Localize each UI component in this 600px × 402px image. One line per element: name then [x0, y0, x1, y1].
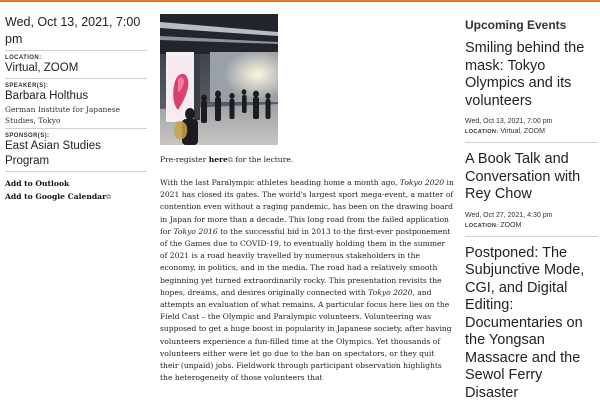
- upcoming-event-location: [465, 127, 598, 137]
- sponsors-label: SPONSOR(S):: [5, 133, 147, 139]
- preregister-suffix: for the lecture.: [233, 155, 293, 164]
- upcoming-event-item: [465, 245, 598, 402]
- divider: [5, 50, 147, 51]
- upcoming-events-sidebar: [465, 14, 598, 402]
- description-part: With the last Paralympic athletes heading home a month ago,: [160, 178, 400, 187]
- event-photo: [160, 14, 278, 145]
- upcoming-event-title-link[interactable]: Smiling behind the mask: Tokyo Olympics and its volunteers: [465, 40, 598, 110]
- location-label: LOCATION:: [465, 223, 498, 229]
- external-link-icon: ⧉: [228, 156, 233, 164]
- external-link-icon: ⧉: [106, 193, 111, 201]
- location-value: ZOOM: [500, 222, 521, 229]
- preregister-prefix: Pre-register: [160, 155, 209, 164]
- upcoming-event-location: [465, 221, 598, 231]
- location-value: Virtual, ZOOM: [500, 128, 545, 135]
- preregister-text: [160, 154, 454, 166]
- speaker-name: Barbara Holthus: [5, 89, 147, 104]
- upcoming-event-item: [465, 151, 598, 237]
- upcoming-events-heading: Upcoming Events: [465, 18, 598, 32]
- divider: [5, 128, 147, 129]
- description-emphasis: Tokyo 2020: [368, 288, 412, 297]
- divider: [5, 78, 147, 79]
- event-content: [160, 14, 454, 384]
- description-emphasis: Tokyo 2016: [173, 227, 217, 236]
- divider: [465, 142, 598, 143]
- event-location: Virtual, ZOOM: [5, 61, 147, 76]
- location-label: LOCATION:: [5, 55, 147, 61]
- upcoming-event-item: [465, 40, 598, 143]
- description-part: in 2021 has closed its gates. The world's largest sport mega-event, a matter of contention even without a raging pandemic, has been on the drawing board in Japan for more than a decade. This long road from the failed application for: [160, 178, 454, 236]
- event-datetime: Wed, Oct 13, 2021, 7:00 pm: [5, 14, 147, 48]
- speaker-affiliation: German Institute for Japanese Studies, Tokyo: [5, 104, 147, 126]
- add-to-google-calendar-label: Add to Google Calendar: [5, 192, 106, 201]
- add-to-outlook-label: Add to Outlook: [5, 179, 69, 188]
- upcoming-event-date: Wed, Oct 27, 2021, 4:30 pm: [465, 211, 598, 221]
- add-to-outlook-link[interactable]: [5, 177, 147, 190]
- upcoming-event-title-link[interactable]: A Book Talk and Conversation with Rey Chow: [465, 151, 598, 204]
- preregister-link[interactable]: [209, 155, 228, 164]
- top-accent-bar: [0, 0, 600, 2]
- divider: [5, 171, 147, 172]
- upcoming-event-date: Wed, Oct 13, 2021, 7:00 pm: [465, 117, 598, 127]
- add-to-google-calendar-link[interactable]: [5, 190, 147, 204]
- location-label: LOCATION:: [465, 129, 498, 135]
- speakers-label: SPEAKER(S):: [5, 83, 147, 89]
- description-emphasis: Tokyo 2020: [400, 178, 444, 187]
- upcoming-event-title-link[interactable]: Postponed: The Subjunctive Mode, CGI, and Digital Editing: Documentaries on the Yongsan Massacre and the Sewol Ferry Disaster: [465, 245, 598, 402]
- preregister-link-label: here: [209, 155, 228, 164]
- event-description: [160, 177, 454, 384]
- divider: [465, 236, 598, 237]
- event-details: [5, 14, 147, 204]
- description-part: , and attempts an evaluation of what remains. A particular focus here lies on the Field Cast – the Olympic and Paralympic volunteers. Volunteering was supposed to get a huge boost in popularity in Japanese society, after having volunteers experience a fun-filled time at the Olympics. Yet thousands of volunteers either were let go due to the ban on spectators, or they quit their (unpaid) jobs. Fieldwork through participant observation highlights the heterogeneity of those volunteers that: [160, 288, 452, 382]
- description-part: to the successful bid in 2013 to the first-ever postponement of the Games due to COVID-19, to eventually holding them in the summer of 2021 is a road heavily travelled by numerous stakeholders in the economy, in politics, and in the media. The road had a relatively smooth beginning yet turned extraordinarily rocky. This presentation revisits the hopes, dreams, and desires originally connected with: [160, 227, 450, 297]
- event-sponsor: East Asian Studies Program: [5, 139, 147, 169]
